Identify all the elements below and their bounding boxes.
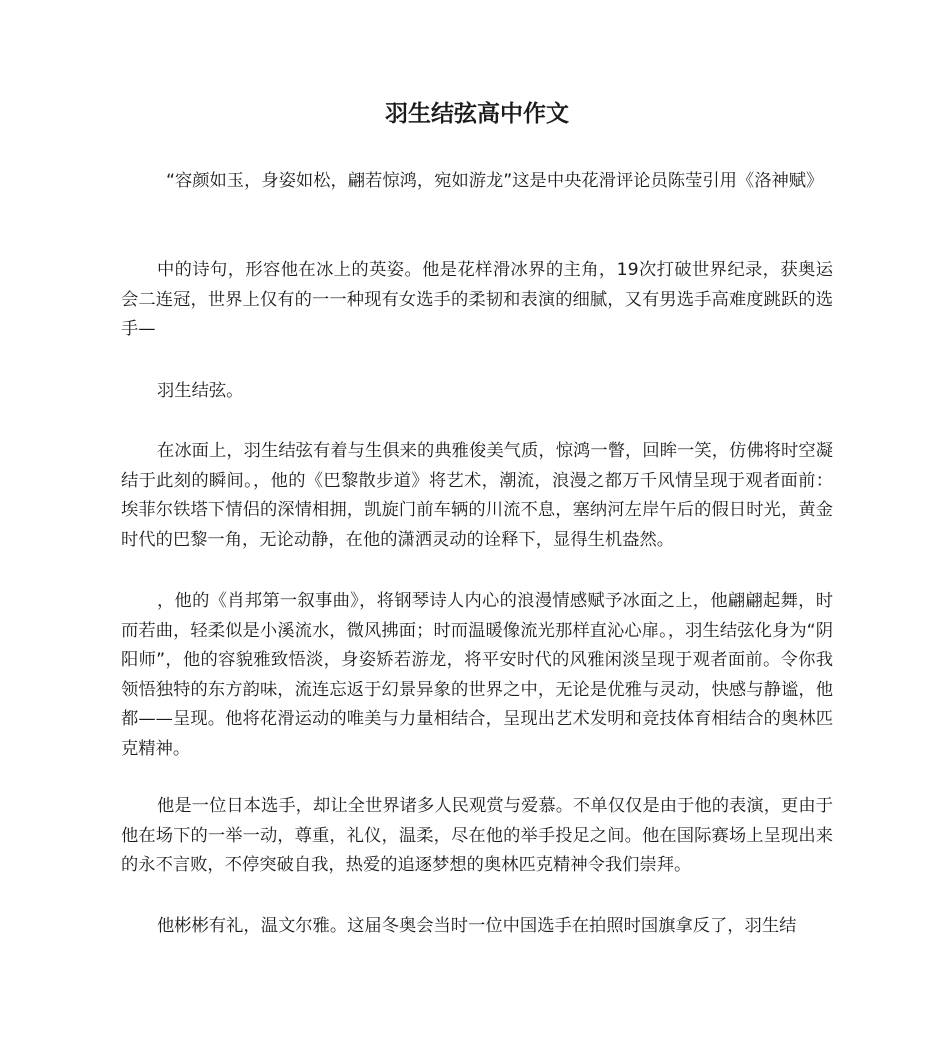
paragraph-4: 在冰面上，羽生结弦有着与生俱来的典雅俊美气质，惊鸿一瞥，回眸一笑，仿佛将时空凝结于此刻的瞬间。，他的《巴黎散步道》将艺术，潮流，浪漫之都万千风情呈现于观者面前：埃菲尔铁塔下情侣的深情相拥，凯旋门前车辆的川流不息，塞纳河左岸午后的假日时光，黄金时代的巴黎一角，无论动静，在他的潇洒灵动的诠释下，显得生机盎然。 [121,441,833,550]
paragraph-6: 他是一位日本选手，却让全世界诸多人民观赏与爱慕。不单仅仅是由于他的表演，更由于他在场下的一举一动，尊重，礼仪，温柔，尽在他的举手投足之间。他在国际赛场上呈现出来的永不言败，不停突破自我，热爱的追逐梦想的奥林匹克精神令我们崇拜。 [121,796,833,875]
paragraph-2: 中的诗句，形容他在冰上的英姿。他是花样滑冰界的主角，19次打破世界纪录，获奥运会二连冠，世界上仅有的一一种现有女选手的柔韧和表演的细腻，又有男选手高难度跳跃的选手— [121,260,833,339]
paragraph-3: 羽生结弦。 [157,381,244,401]
paragraph-7: 他彬彬有礼，温文尔雅。这届冬奥会当时一位中国选手在拍照时国旗拿反了，羽生结 [157,916,797,936]
document-title: 羽生结弦高中作文 [385,101,569,127]
paragraph-1: “容颜如玉，身姿如松，翩若惊鸿，宛如游龙”这是中央花滑评论员陈莹引用《洛神赋》 [166,171,824,191]
paragraph-5: ，他的《肖邦第一叙事曲》，将钢琴诗人内心的浪漫情感赋予冰面之上，他翩翩起舞，时而若曲，轻柔似是小溪流水，微风拂面；时而温暖像流光那样直沁心扉。，羽生结弦化身为“阴阳师”，他的容貌雅致悟淡，身姿矫若游龙，将平安时代的风雅闲淡呈现于观者面前。令你我领悟独特的东方韵味，流连忘返于幻景异象的世界之中，无论是优雅与灵动，快感与静谧，他都——呈现。他将花滑运动的唯美与力量相结合，呈现出艺术发明和竞技体育相结合的奥林匹克精神。 [121,591,833,759]
